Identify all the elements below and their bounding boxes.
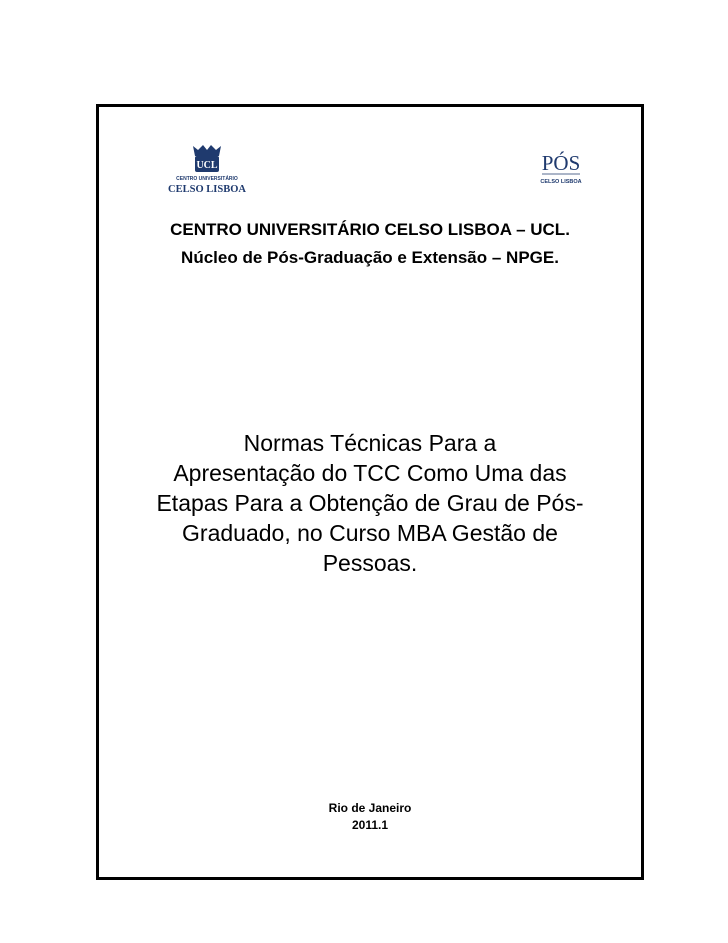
title-line: Graduado, no Curso MBA Gestão de [182,520,558,546]
pos-logo-icon [536,144,586,188]
title-line: Normas Técnicas Para a [243,430,497,456]
title-line: Apresentação do TCC Como Uma das [173,460,567,486]
ucl-crest-icon [168,144,246,196]
institution-name: CENTRO UNIVERSITÁRIO CELSO LISBOA – UCL. [170,220,570,239]
svg-text:CELSO LISBOA: CELSO LISBOA [168,184,246,195]
footer-city: Rio de Janeiro [328,801,412,815]
svg-text:PÓS: PÓS [541,151,581,175]
department-name: Núcleo de Pós-Graduação e Extensão – NPGE. [181,248,559,267]
svg-text:UCL: UCL [196,160,218,171]
footer [96,800,644,834]
footer-year: 2011.1 [351,818,389,832]
title-line: Pessoas. [322,550,418,576]
title-line: Etapas Para a Obtenção de Grau de Pós- [156,490,584,516]
svg-text:CELSO LISBOA: CELSO LISBOA [540,179,582,185]
svg-text:CENTRO UNIVERSITÁRIO: CENTRO UNIVERSITÁRIO [176,176,238,182]
document-title [96,428,644,578]
